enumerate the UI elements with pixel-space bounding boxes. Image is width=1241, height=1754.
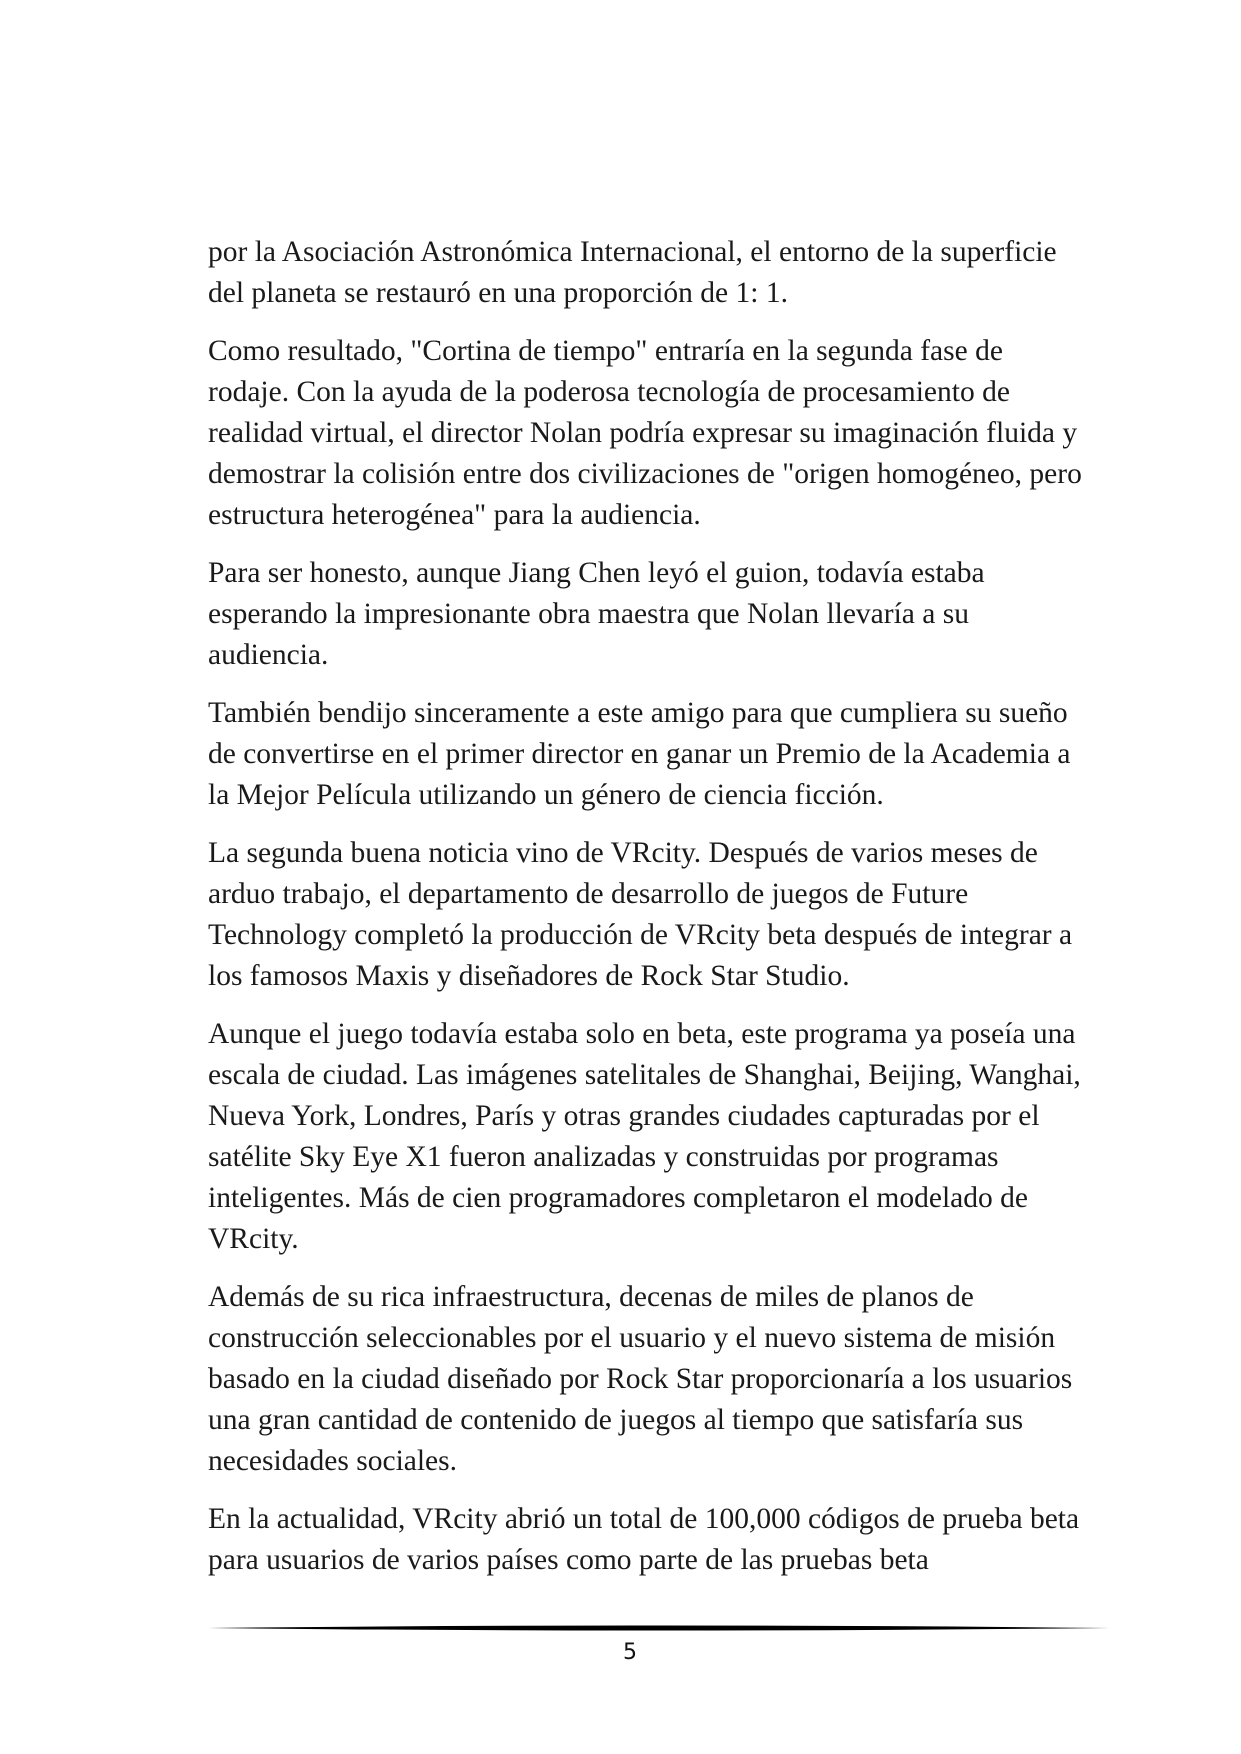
footer-divider xyxy=(208,1622,1110,1634)
paragraph-3: Para ser honesto, aunque Jiang Chen leyó el guion, todavía estaba esperando la impresionante obra maestra que Nolan llevaría a su audiencia. xyxy=(208,557,985,671)
paragraph-7: Además de su rica infraestructura, decenas de miles de planos de construcción seleccionables por el usuario y el nuevo sistema de misión basado en la ciudad diseñado por Rock Star proporcionaría a los usuarios una gran cantidad de contenido de juegos al tiempo que satisfaría sus necesidades sociales. xyxy=(208,1281,1073,1477)
body-text xyxy=(208,232,1088,1598)
paragraph-4: También bendijo sinceramente a este amigo para que cumpliera su sueño de convertirse en el primer director en ganar un Premio de la Academia a la Mejor Película utilizando un género de ciencia ficción. xyxy=(208,697,1071,811)
paragraph-1: por la Asociación Astronómica Internacional, el entorno de la superficie del planeta se restauró en una proporción de 1: 1. xyxy=(208,236,1057,309)
paragraph-6: Aunque el juego todavía estaba solo en beta, este programa ya poseía una escala de ciudad. Las imágenes satelitales de Shanghai, Beijing, Wanghai, Nueva York, Londres, París y otras grandes ciudades capturadas por el satélite Sky Eye X1 fueron analizadas y construidas por programas inteligentes. Más de cien programadores completaron el modelado de VRcity. xyxy=(208,1018,1081,1255)
page-number: 5 xyxy=(623,1640,637,1665)
paragraph-2: Como resultado, "Cortina de tiempo" entraría en la segunda fase de rodaje. Con la ayuda de la poderosa tecnología de procesamiento de realidad virtual, el director Nolan podría expresar su imaginación fluida y demostrar la colisión entre dos civilizaciones de "origen homogéneo, pero estructura heterogénea" para la audiencia. xyxy=(208,335,1082,531)
paragraph-5: La segunda buena noticia vino de VRcity. Después de varios meses de arduo trabajo, el departamento de desarrollo de juegos de Future Technology completó la producción de VRcity beta después de integrar a los famosos Maxis y diseñadores de Rock Star Studio. xyxy=(208,837,1073,992)
paragraph-8: En la actualidad, VRcity abrió un total de 100,000 códigos de prueba beta para usuarios de varios países como parte de las pruebas beta xyxy=(208,1503,1080,1576)
